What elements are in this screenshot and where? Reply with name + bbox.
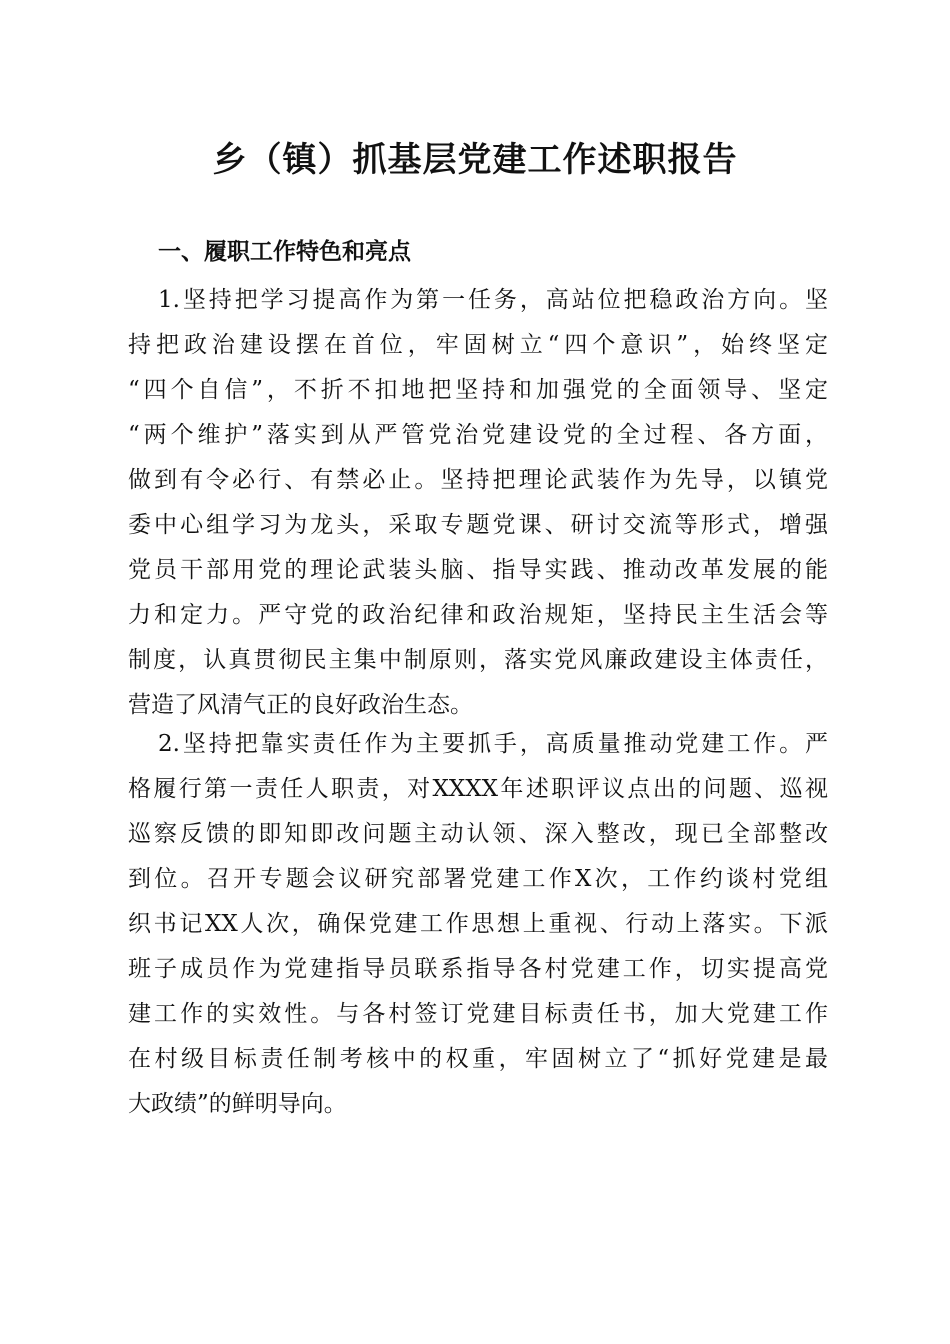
paragraph-line: 班子成员作为党建指导员联系指导各村党建工作，切实提高党 xyxy=(128,956,828,982)
paragraph-line: 大政绩”的鲜明导向。 xyxy=(128,1091,347,1117)
paragraph-line: 力和定力。严守党的政治纪律和政治规矩，坚持民主生活会等 xyxy=(128,602,828,628)
paragraph-line: 到位。召开专题会议研究部署党建工作X次，工作约谈村党组 xyxy=(128,866,828,892)
paragraph-line: 2.坚持把靠实责任作为主要抓手，高质量推动党建工作。严 xyxy=(158,731,828,757)
paragraph-line: “四个自信”，不折不扣地把坚持和加强党的全面领导、坚定 xyxy=(128,377,828,403)
paragraph-line: 制度，认真贯彻民主集中制原则，落实党风廉政建设主体责任， xyxy=(128,647,828,673)
paragraph-line: 做到有令必行、有禁必止。坚持把理论武装作为先导，以镇党 xyxy=(128,467,828,493)
paragraph-line: 巡察反馈的即知即改问题主动认领、深入整改，现已全部整改 xyxy=(128,821,828,847)
document-title: 乡（镇）抓基层党建工作述职报告 xyxy=(212,140,738,180)
paragraph-line: 营造了风清气正的良好政治生态。 xyxy=(128,692,473,718)
paragraph-line: 委中心组学习为龙头，采取专题党课、研讨交流等形式，增强 xyxy=(128,512,828,538)
paragraph-line: “两个维护”落实到从严管党治党建设党的全过程、各方面， xyxy=(128,422,828,448)
paragraph-line: 持把政治建设摆在首位，牢固树立“四个意识”，始终坚定 xyxy=(128,332,828,358)
paragraph-line: 格履行第一责任人职责，对XXXX年述职评议点出的问题、巡视 xyxy=(128,776,828,802)
paragraph-2 xyxy=(128,722,828,1127)
paragraph-line: 1.坚持把学习提高作为第一任务，高站位把稳政治方向。坚 xyxy=(158,287,828,313)
paragraph-1 xyxy=(128,278,828,728)
paragraph-line: 在村级目标责任制考核中的权重，牢固树立了“抓好党建是最 xyxy=(128,1046,828,1072)
paragraph-line: 建工作的实效性。与各村签订党建目标责任书，加大党建工作 xyxy=(128,1001,828,1027)
paragraph-line: 党员干部用党的理论武装头脑、指导实践、推动改革发展的能 xyxy=(128,557,828,583)
section-heading-1: 一、履职工作特色和亮点 xyxy=(158,239,411,265)
paragraph-line: 织书记XX人次，确保党建工作思想上重视、行动上落实。下派 xyxy=(128,911,828,937)
